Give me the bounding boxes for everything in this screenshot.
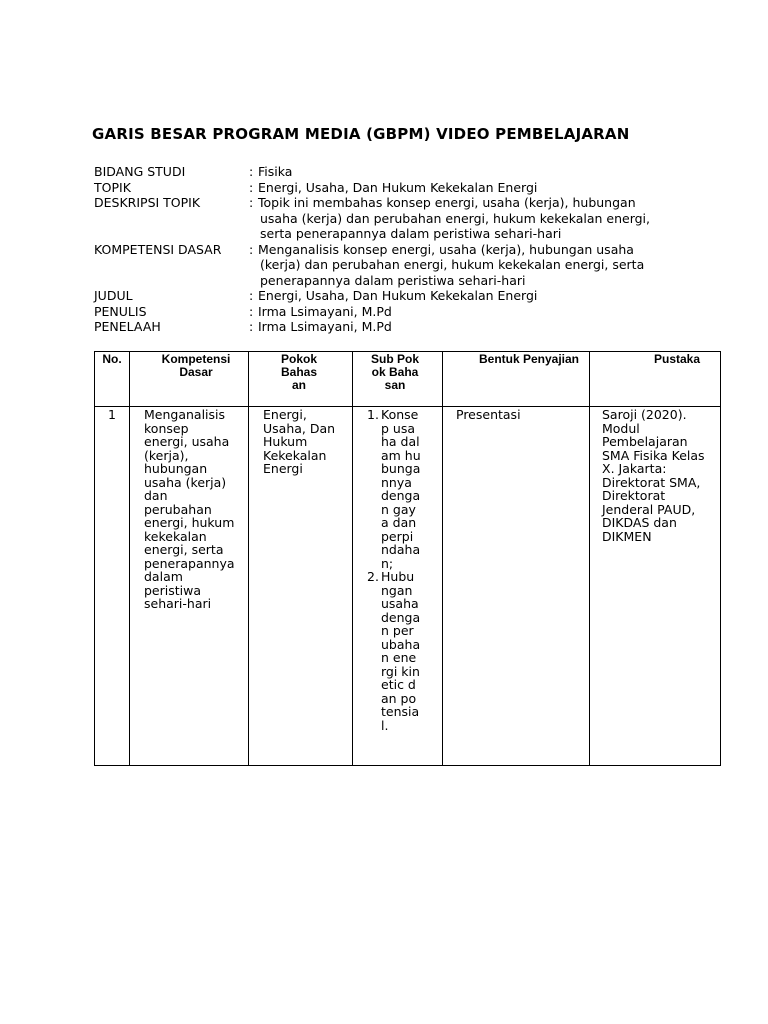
meta-colon: : bbox=[249, 179, 254, 195]
cell-sub-pokok-bahasan bbox=[353, 407, 443, 766]
meta-row-deskripsi-topik bbox=[94, 195, 734, 242]
meta-label: PENULIS bbox=[94, 303, 147, 319]
cell-no: 1 bbox=[95, 407, 130, 766]
meta-row-kompetensi-dasar bbox=[94, 242, 734, 289]
table-row bbox=[95, 407, 721, 766]
meta-value: Irma Lsimayani, M.Pd bbox=[258, 319, 392, 334]
header-bentuk-penyajian: Bentuk Penyajian bbox=[443, 352, 590, 407]
meta-label: BIDANG STUDI bbox=[94, 164, 186, 179]
meta-label: JUDUL bbox=[94, 288, 133, 303]
meta-row-bidang-studi bbox=[94, 164, 734, 180]
meta-label: KOMPETENSI DASAR bbox=[94, 241, 222, 257]
meta-colon: : bbox=[249, 319, 254, 334]
meta-label: PENELAAH bbox=[94, 319, 161, 334]
meta-value-line: usaha (kerja) dan perubahan energi, hukum kekekalan energi, bbox=[260, 210, 651, 226]
sub-pokok-list bbox=[367, 408, 440, 732]
meta-value: Fisika bbox=[258, 164, 293, 179]
meta-label: TOPIK bbox=[94, 179, 131, 195]
meta-label: DESKRIPSI TOPIK bbox=[94, 195, 201, 210]
meta-value-line: (kerja) dan perubahan energi, hukum kekekalan energi, serta bbox=[260, 257, 645, 272]
list-item: 2. Hubungan usaha dengan perubahan energi kinetic dan potensial. bbox=[367, 569, 421, 733]
meta-value-line: Topik ini membahas konsep energi, usaha (kerja), hubungan bbox=[258, 195, 636, 210]
meta-value-line: Menganalisis konsep energi, usaha (kerja), hubungan usaha bbox=[258, 241, 634, 257]
meta-colon: : bbox=[249, 241, 254, 257]
table-header-row bbox=[95, 352, 721, 407]
cell-kompetensi-dasar: Menganalisis konsep energi, usaha (kerja), hubungan usaha (kerja) dan perubahan energi, hukum kekekalan energi, serta penerapannya dalam peristiwa sehari-hari bbox=[130, 407, 249, 766]
meta-value-line: serta penerapannya dalam peristiwa sehari-hari bbox=[260, 226, 562, 241]
list-item: 1. Konsep usaha dalam hubungannya dengan gaya dan perpindahan; bbox=[367, 407, 421, 571]
meta-colon: : bbox=[249, 164, 254, 179]
meta-colon: : bbox=[249, 303, 254, 319]
cell-pustaka: Saroji (2020). Modul Pembelajaran SMA Fisika Kelas X. Jakarta: Direktorat SMA, Direktorat Jenderal PAUD, DIKDAS dan DIKMEN bbox=[590, 407, 721, 766]
meta-row-topik bbox=[94, 180, 734, 196]
meta-value-line: penerapannya dalam peristiwa sehari-hari bbox=[260, 272, 526, 288]
header-no: No. bbox=[95, 352, 130, 407]
meta-value: Energi, Usaha, Dan Hukum Kekekalan Energi bbox=[258, 179, 538, 195]
document-title: GARIS BESAR PROGRAM MEDIA (GBPM) VIDEO PEMBELAJARAN bbox=[92, 125, 630, 143]
meta-row-penulis bbox=[94, 304, 734, 320]
meta-colon: : bbox=[249, 195, 254, 210]
gbpm-table bbox=[94, 351, 721, 766]
meta-value: Irma Lsimayani, M.Pd bbox=[258, 303, 392, 319]
header-sub-pokok-bahasan: Sub Pokok Bahasan bbox=[353, 352, 443, 407]
metadata-block bbox=[94, 164, 734, 335]
meta-value: Energi, Usaha, Dan Hukum Kekekalan Energi bbox=[258, 288, 538, 303]
meta-row-judul bbox=[94, 288, 734, 304]
cell-bentuk-penyajian: Presentasi bbox=[443, 407, 590, 766]
meta-value bbox=[258, 242, 688, 289]
cell-pokok-bahasan: Energi, Usaha, Dan Hukum Kekekalan Energi bbox=[249, 407, 353, 766]
meta-row-penelaah bbox=[94, 319, 734, 335]
header-pustaka: Pustaka bbox=[590, 352, 721, 407]
header-pokok-bahasan: Pokok Bahasan bbox=[249, 352, 353, 407]
header-kompetensi-dasar: Kompetensi Dasar bbox=[130, 352, 249, 407]
meta-colon: : bbox=[249, 288, 254, 303]
meta-value bbox=[258, 195, 688, 242]
